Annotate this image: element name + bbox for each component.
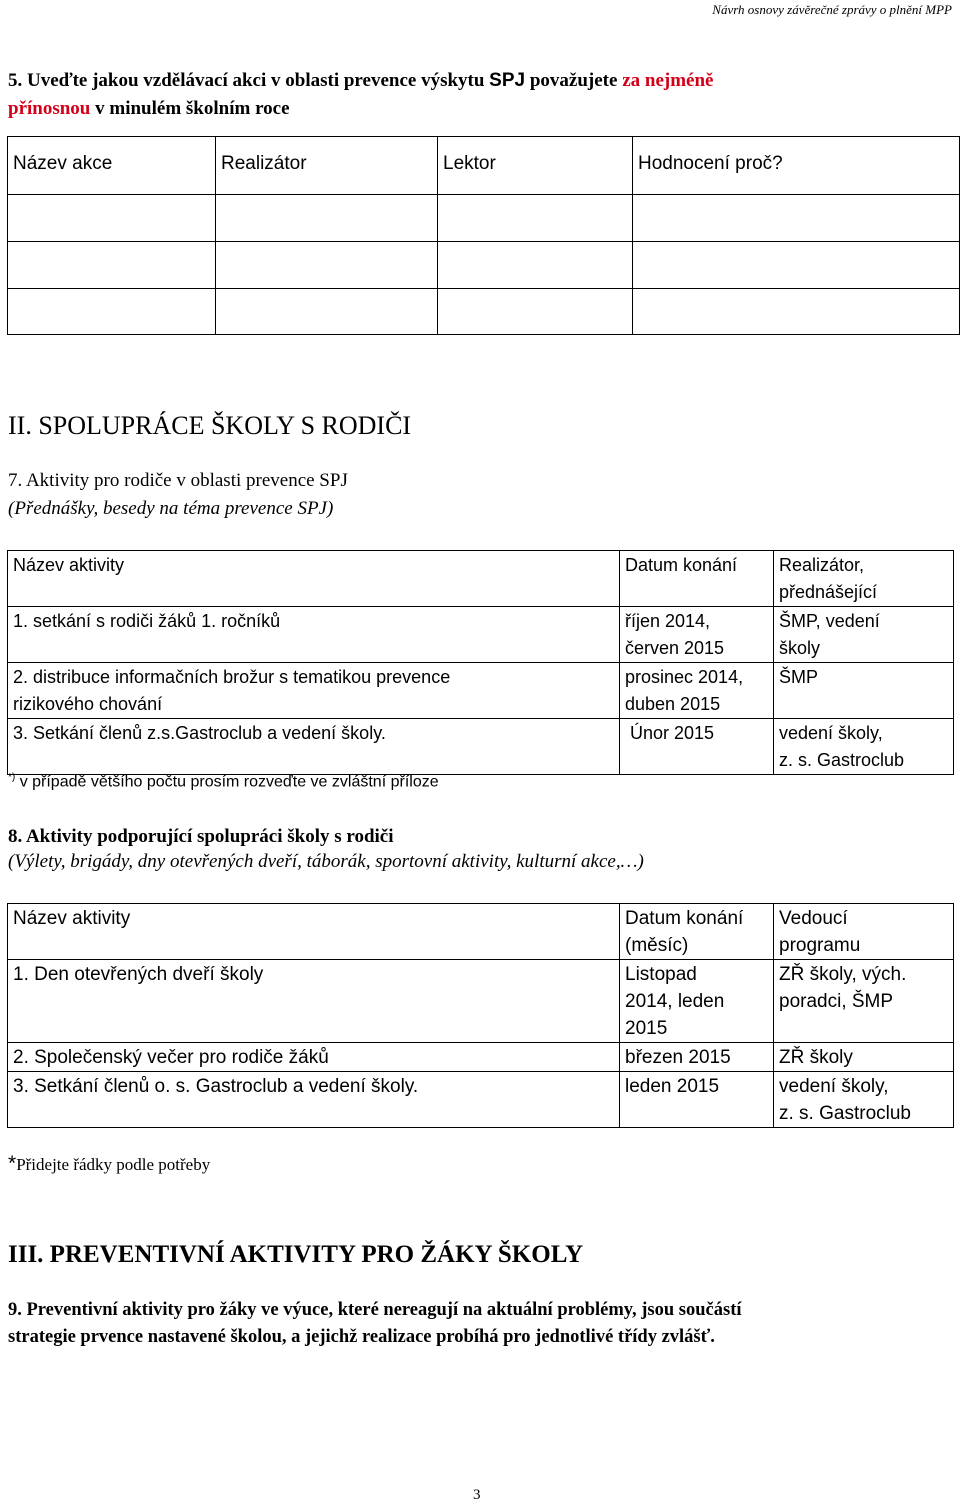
table-row: 1. Den otevřených dveří školy Listopad 2014, leden 2015 ZŘ školy, vých. poradci, ŠMP	[8, 960, 954, 1043]
running-header: Návrh osnovy závěrečné zprávy o plnění MPP	[712, 2, 952, 17]
q5-highlight: za nejméně	[622, 70, 714, 91]
q7-footnote: *) v případě většího počtu prosím rozveďte ve zvláštní příloze	[8, 772, 439, 791]
q5-col-lecturer: Lektor	[438, 137, 633, 195]
q5-text-a: Uveďte jakou vzdělávací akci v oblasti prevence výskytu	[27, 70, 485, 91]
q5-col-evaluation: Hodnocení proč?	[633, 137, 960, 195]
q5-col-realizer: Realizátor	[216, 137, 438, 195]
question-8-title: 8. Aktivity podporující spolupráci školy s rodiči	[8, 826, 394, 847]
q5-number: 5.	[8, 70, 23, 91]
q7-header-name: Název aktivity	[8, 551, 620, 607]
question-5-line-1	[8, 66, 713, 96]
question-9-line-2: strategie prvence nastavené školou, a jejichž realizace probíhá pro jednotlivé třídy zvlášť.	[8, 1327, 715, 1347]
q7-header-org: Realizátor, přednášející	[774, 551, 954, 607]
q5-empty-row	[8, 242, 960, 289]
q8-header-lead: Vedoucí programu	[774, 904, 954, 960]
question-8-subtitle: (Výlety, brigády, dny otevřených dveří, táborák, sportovní aktivity, kulturní akce,…)	[8, 851, 644, 872]
question-7-title: 7. Aktivity pro rodiče v oblasti prevence SPJ	[8, 470, 348, 491]
question-7-subtitle: (Přednášky, besedy na téma prevence SPJ)	[8, 498, 334, 519]
q7-header-row	[8, 551, 954, 607]
q5-empty-row	[8, 195, 960, 242]
q7-table	[7, 550, 954, 775]
q5-line2-highlight: přínosnou	[8, 98, 91, 119]
q5-table-header-row	[8, 137, 960, 195]
table-row: 2. distribuce informačních brožur s tematikou prevence rizikového chování prosinec 2014, duben 2015 ŠMP	[8, 663, 954, 719]
q7-header-date: Datum konání	[620, 551, 774, 607]
q8-note: *Přidejte řádky podle potřeby	[8, 1152, 211, 1175]
page-number: 3	[473, 1487, 481, 1503]
section-3-title: III. PREVENTIVNÍ AKTIVITY PRO ŽÁKY ŠKOLY	[8, 1241, 584, 1268]
q5-line2-rest: v minulém školním roce	[95, 98, 290, 119]
q8-header-date: Datum konání (měsíc)	[620, 904, 774, 960]
question-9-line-1: 9. Preventivní aktivity pro žáky ve výuce, které nereagují na aktuální problémy, jsou součástí	[8, 1300, 742, 1320]
q8-table	[7, 903, 954, 1128]
table-row: 1. setkání s rodiči žáků 1. ročníků říjen 2014, červen 2015 ŠMP, vedení školy	[8, 607, 954, 663]
q8-header-name: Název aktivity	[8, 904, 620, 960]
table-row: 3. Setkání členů o. s. Gastroclub a vedení školy. leden 2015 vedení školy, z. s. Gastroclub	[8, 1072, 954, 1128]
q5-text-b: považujete	[529, 70, 618, 91]
table-row: 3. Setkání členů z.s.Gastroclub a vedení školy. Únor 2015 vedení školy, z. s. Gastroclub	[8, 719, 954, 775]
q8-header-row	[8, 904, 954, 960]
q5-col-name: Název akce	[8, 137, 216, 195]
question-5-line-2	[8, 94, 290, 124]
q5-empty-row	[8, 289, 960, 335]
section-2-title: II. SPOLUPRÁCE ŠKOLY S RODIČI	[8, 411, 412, 440]
table-row: 2. Společenský večer pro rodiče žáků březen 2015 ZŘ školy	[8, 1043, 954, 1072]
q5-table	[7, 136, 960, 335]
q5-spj: SPJ	[489, 70, 526, 91]
